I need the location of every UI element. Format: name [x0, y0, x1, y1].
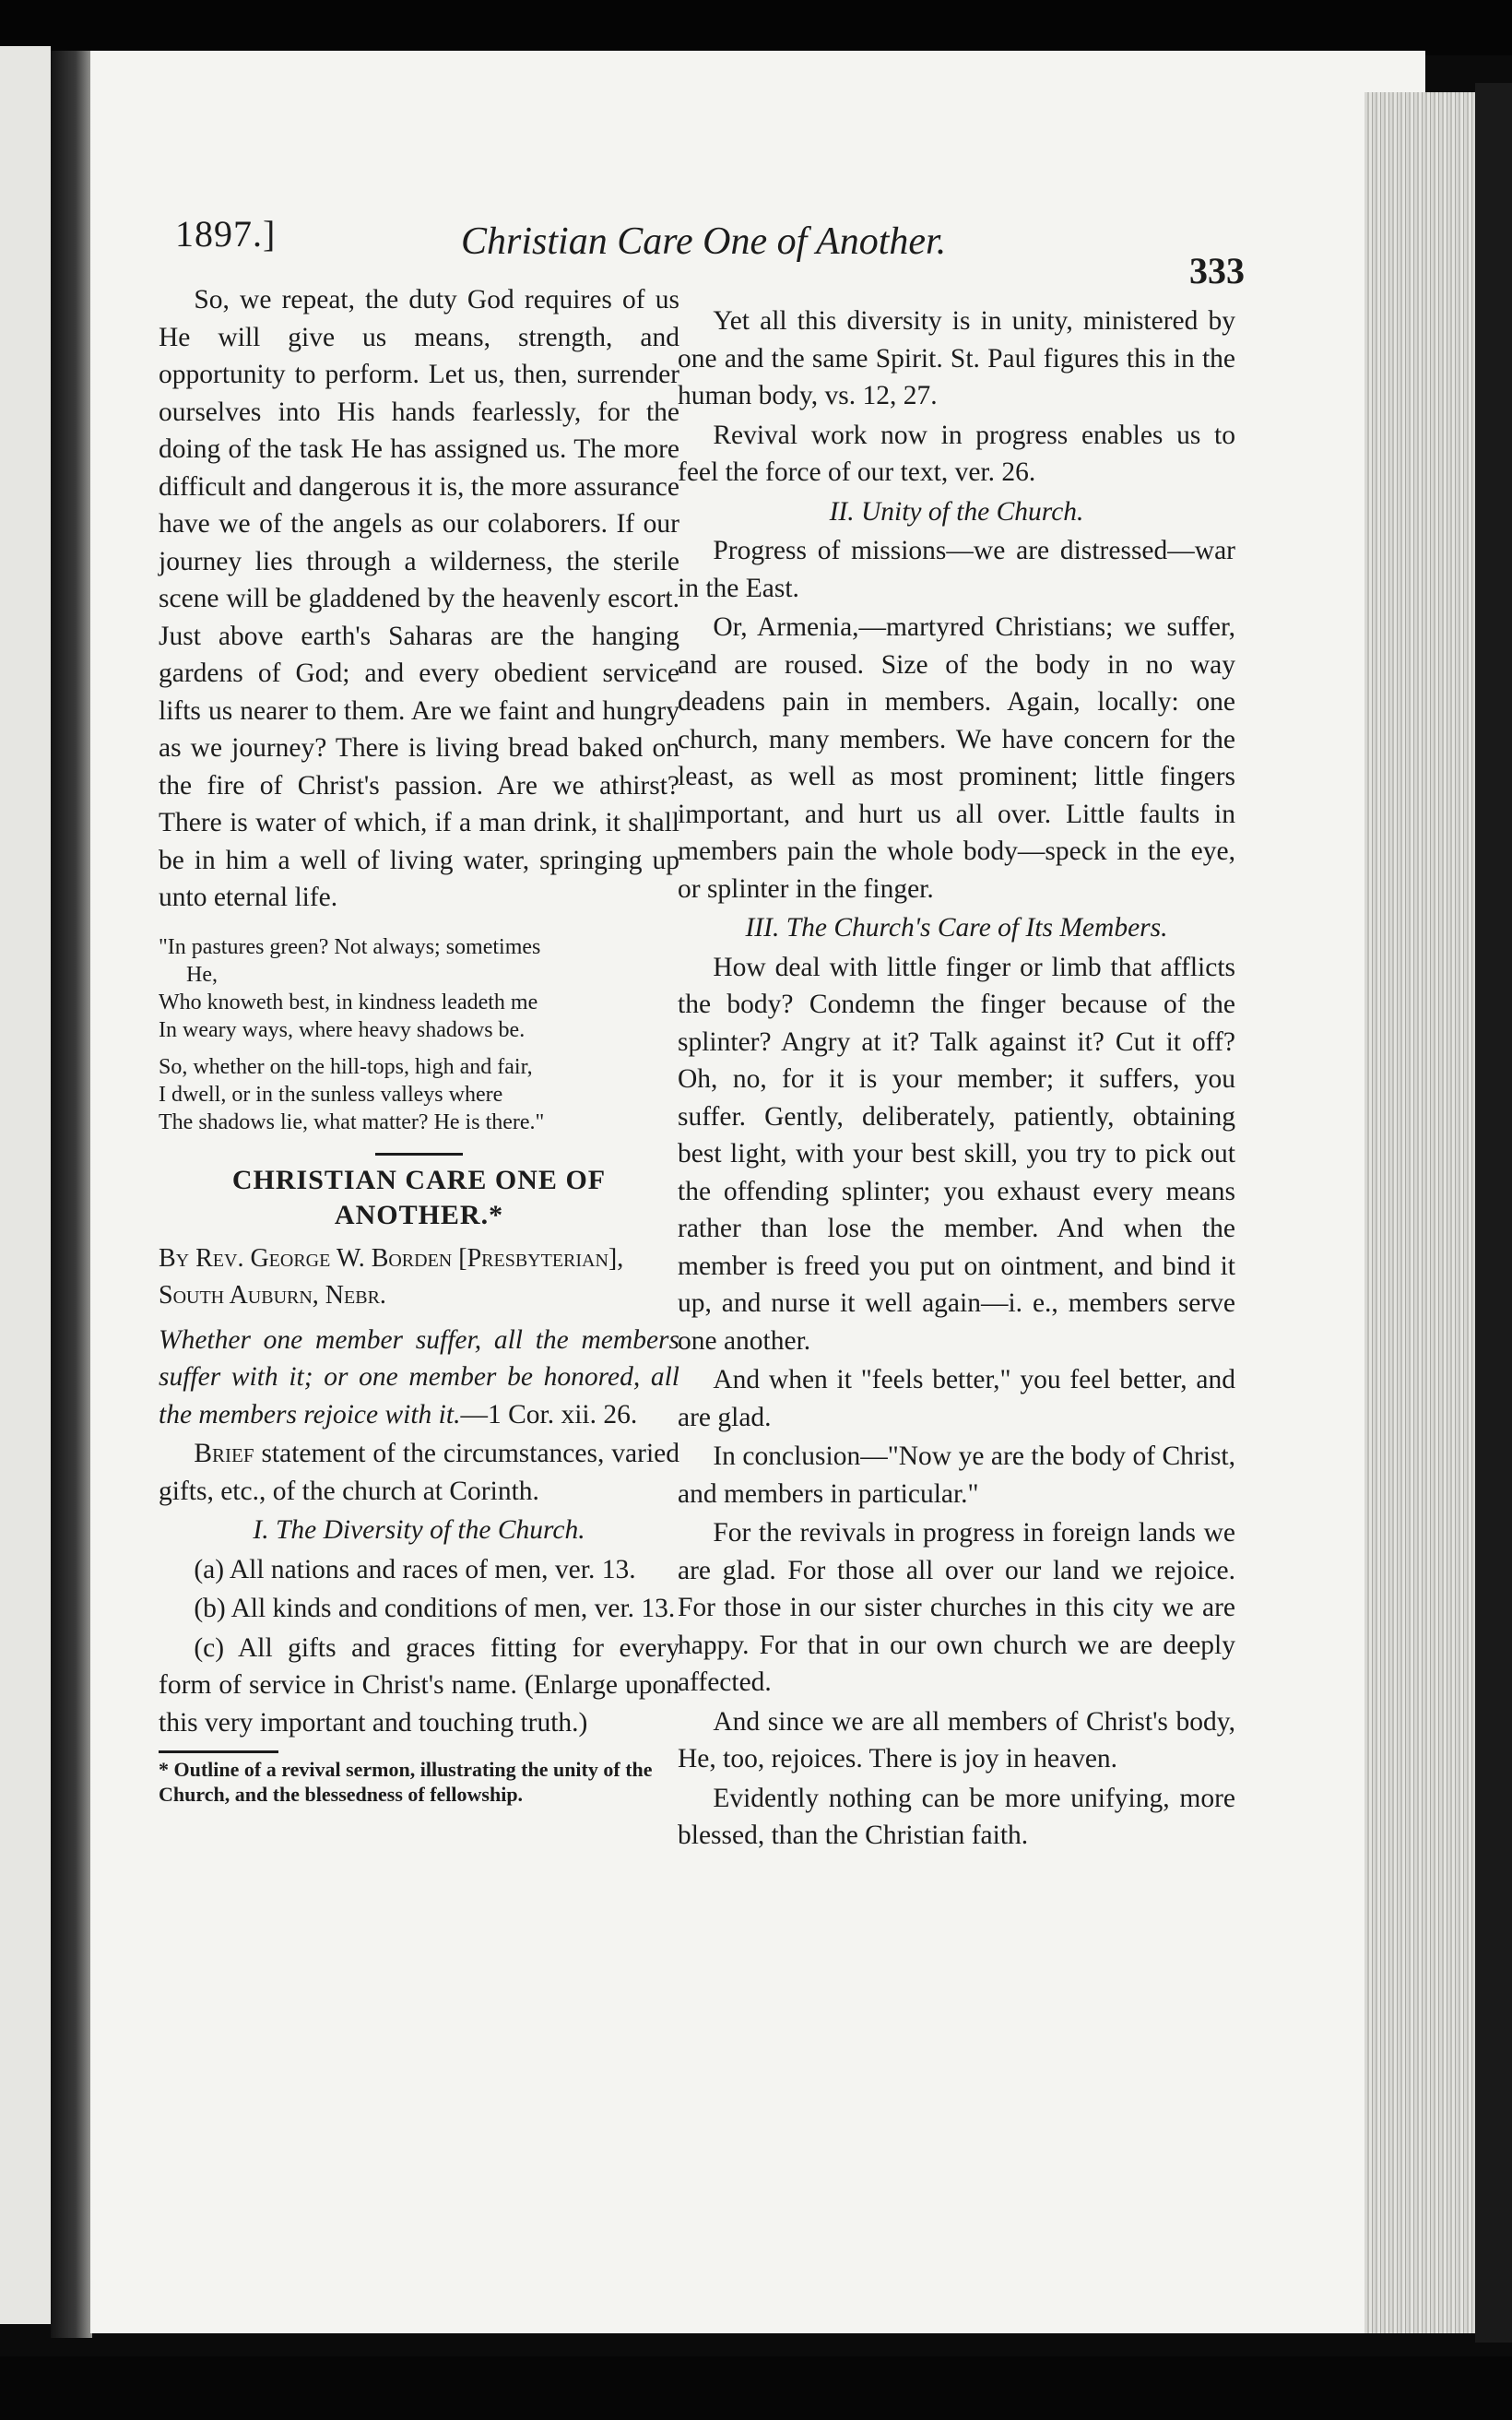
list-item-b: (b) All kinds and conditions of men, ver. 13. — [194, 1594, 676, 1623]
poem-line: "In pastures green? Not always; sometimes — [159, 934, 541, 959]
right-paragraph-4: Or, Armenia,—martyred Christians; we suffer, and are roused. Size of the body in no way deadens pain in members. Again, locally: one church, many members. We have concern for the least, as well as most prominent; little fingers important, and hurt us all over. Little faults in members pain the whole body—speck in the eye, or splinter in the finger. — [678, 612, 1235, 904]
scan-border-bottom — [0, 2356, 1512, 2420]
poem-line: Who knoweth best, in kindness leadeth me — [159, 990, 538, 1014]
left-paragraph-1: So, we repeat, the duty God requires of us He will give us means, strength, and opportunity to perform. Let us, then, surrender ourselves into His hands fearlessly, for the doing of the task He has assigned us. The more difficult and dangerous it is, the more assurance have we of the angels as our colaborers. If our journey lies through a wilderness, the sterile scene will be gladdened by the heavenly escort. Just above earth's Saharas are the hanging gardens of God; and every obedient service lifts us nearer to them. Are we faint and hungry as we journey? There is living bread baked on the fire of Christ's passion. Are we athirst? There is water of which, if a man drink, it shall be in him a well of living water, springing up unto eternal life. — [159, 285, 679, 912]
brief-paragraph — [159, 1435, 679, 1510]
brief-text: statement of the circumstances, varied gifts, etc., of the church at Corinth. — [159, 1439, 679, 1506]
section-divider — [375, 1153, 463, 1156]
epigraph-text: Whether one member suffer, all the members suffer with it; or one member be honored, all the members rejoice with it. — [159, 1324, 679, 1429]
brief-lead-word: Brief — [194, 1439, 254, 1468]
left-column — [159, 281, 679, 1807]
scan-border-right — [1475, 83, 1512, 2343]
right-column — [678, 302, 1235, 1857]
right-paragraph-10: Evidently nothing can be more unifying, more blessed, than the Christian faith. — [678, 1783, 1235, 1850]
right-paragraph-5: How deal with little finger or limb that afflicts the body? Condemn the finger because of the splinter? Angry at it? Talk against it? Cut it off? Oh, no, for it is your member; it suffers, you suffer. Gently, deliberately, patiently, obtaining best light, with your best skill, you try to pick out the offending splinter; you exhaust every means rather than lose the member. And when the member is freed you put on ointment, and bind it up, and nurse it well again—i. e., members serve one another. — [678, 952, 1235, 1356]
article-title: CHRISTIAN CARE ONE OF ANOTHER.* — [231, 1164, 607, 1230]
running-head — [166, 194, 1254, 291]
facing-page-edge — [0, 46, 51, 2324]
running-head-title: Christian Care One of Another. — [461, 220, 947, 263]
poem-line: The shadows lie, what matter? He is there." — [159, 1109, 545, 1134]
epigraph — [159, 1322, 679, 1434]
poem-quotation — [159, 933, 679, 1136]
footnote-rule — [159, 1750, 278, 1753]
scan-border-top — [0, 0, 1512, 55]
footnote: * Outline of a revival sermon, illustrating the unity of the Church, and the blessedness of fellowship. — [159, 1758, 653, 1806]
running-head-year: 1897.] — [175, 213, 277, 255]
poem-line: So, whether on the hill-tops, high and fair, — [159, 1054, 533, 1079]
right-paragraph-6: And when it "feels better," you feel better, and are glad. — [678, 1365, 1235, 1432]
page-stack-edge — [1364, 92, 1475, 2333]
book-gutter — [51, 51, 92, 2338]
epigraph-reference: —1 Cor. xii. 26. — [460, 1399, 638, 1429]
right-paragraph-2: Revival work now in progress enables us to feel the force of our text, ver. 26. — [678, 420, 1235, 487]
section-heading-care: III. The Church's Care of Its Members. — [745, 913, 1168, 943]
list-item-a: (a) All nations and races of men, ver. 13. — [194, 1554, 636, 1584]
poem-line: I dwell, or in the sunless valleys where — [159, 1082, 503, 1107]
right-paragraph-9: And since we are all members of Christ's body, He, too, rejoices. There is joy in heaven. — [678, 1706, 1235, 1773]
article-byline: By Rev. George W. Borden [Presbyterian], South Auburn, Nebr. — [159, 1243, 624, 1310]
section-heading-unity: II. Unity of the Church. — [829, 496, 1084, 527]
right-paragraph-8: For the revivals in progress in foreign lands we are glad. For those all over our land we rejoice. For those in our sister churches in this city we are happy. For that in our own church we are deeply affected. — [678, 1518, 1235, 1697]
poem-stanza-2 — [159, 1053, 679, 1136]
page-number: 333 — [1189, 250, 1245, 291]
list-item-c: (c) All gifts and graces fitting for every form of service in Christ's name. (Enlarge upon this very important and touching truth.) — [159, 1632, 679, 1738]
right-paragraph-1: Yet all this diversity is in unity, ministered by one and the same Spirit. St. Paul figures this in the human body, vs. 12, 27. — [678, 306, 1235, 410]
poem-stanza-1 — [159, 933, 679, 1044]
poem-line: He, — [186, 962, 218, 987]
poem-line: In weary ways, where heavy shadows be. — [159, 1017, 526, 1042]
right-paragraph-3: Progress of missions—we are distressed—war in the East. — [678, 536, 1235, 603]
right-paragraph-7: In conclusion—"Now ye are the body of Christ, and members in particular." — [678, 1441, 1235, 1509]
section-heading-diversity: I. The Diversity of the Church. — [253, 1515, 585, 1545]
